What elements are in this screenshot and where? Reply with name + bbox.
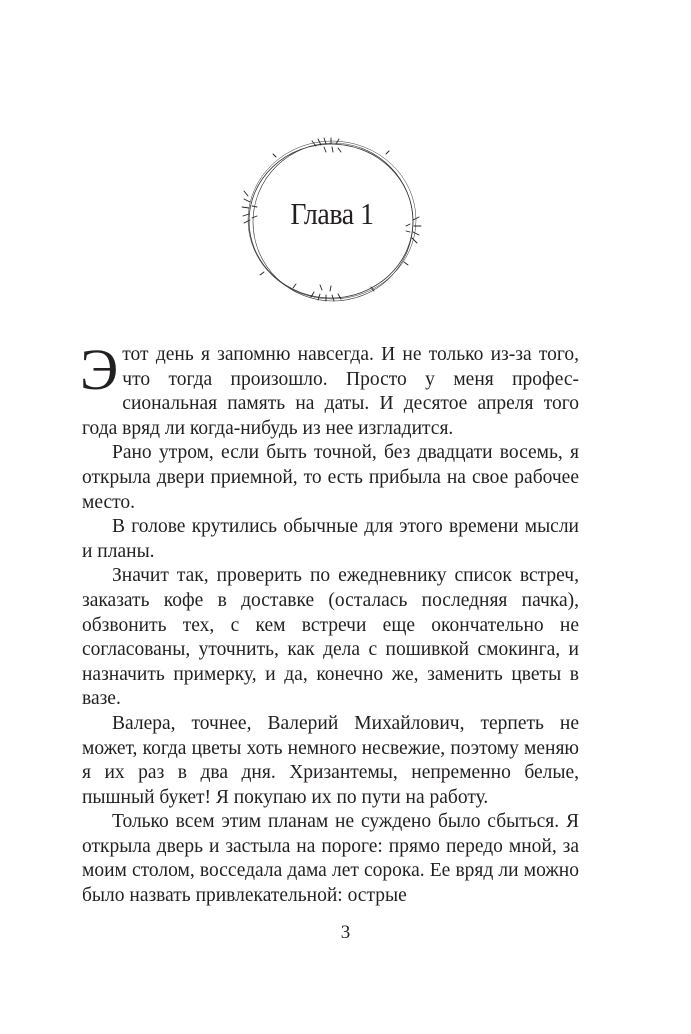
- page-number: 3: [340, 922, 351, 943]
- drop-cap: Э: [80, 337, 119, 402]
- paragraph-text: тот день я запомню навсегда. И не только из-за того, что тогда произошло. Просто у меня профессиональная память на даты. И десятое апреля того года вряд ли когда-нибудь из нее изгладится.: [82, 344, 579, 439]
- paragraph: В голове крутились обычные для этого времени мысли и планы.: [82, 516, 579, 562]
- chapter-title: Глава 1: [290, 196, 374, 231]
- paragraph-first: [80, 337, 579, 441]
- paragraph: Рано утром, если быть точной, без двадцати восемь, я открыла двери приемной, то есть прибыла на свое рабочее место.: [82, 442, 579, 513]
- paragraph: Валера, точнее, Валерий Михайлович, терпеть не может, когда цветы хоть немного несвежие, поэтому меняю я их раз в два дня. Хризантемы, непременно белые, пышный букет! Я покупаю их по пути на работу.: [82, 712, 579, 808]
- body-text: [80, 337, 579, 909]
- paragraph: Значит так, проверить по ежедневнику список встреч, заказать кофе в доставке (осталась последняя пачка), обзвонить тех, с кем встречи еще окончательно не согласованы, уточнить, как дела с пошивкой смокинга, и назначить примерку, и да, конечно же, заменить цветы в вазе.: [82, 565, 579, 710]
- paragraph: Только всем этим планам не суждено было сбыться. Я открыла дверь и застыла на пороге: прямо передо мной, за моим столом, восседала дама лет сорока. Ее вряд ли можно было назвать привлекательной: острые: [82, 811, 579, 907]
